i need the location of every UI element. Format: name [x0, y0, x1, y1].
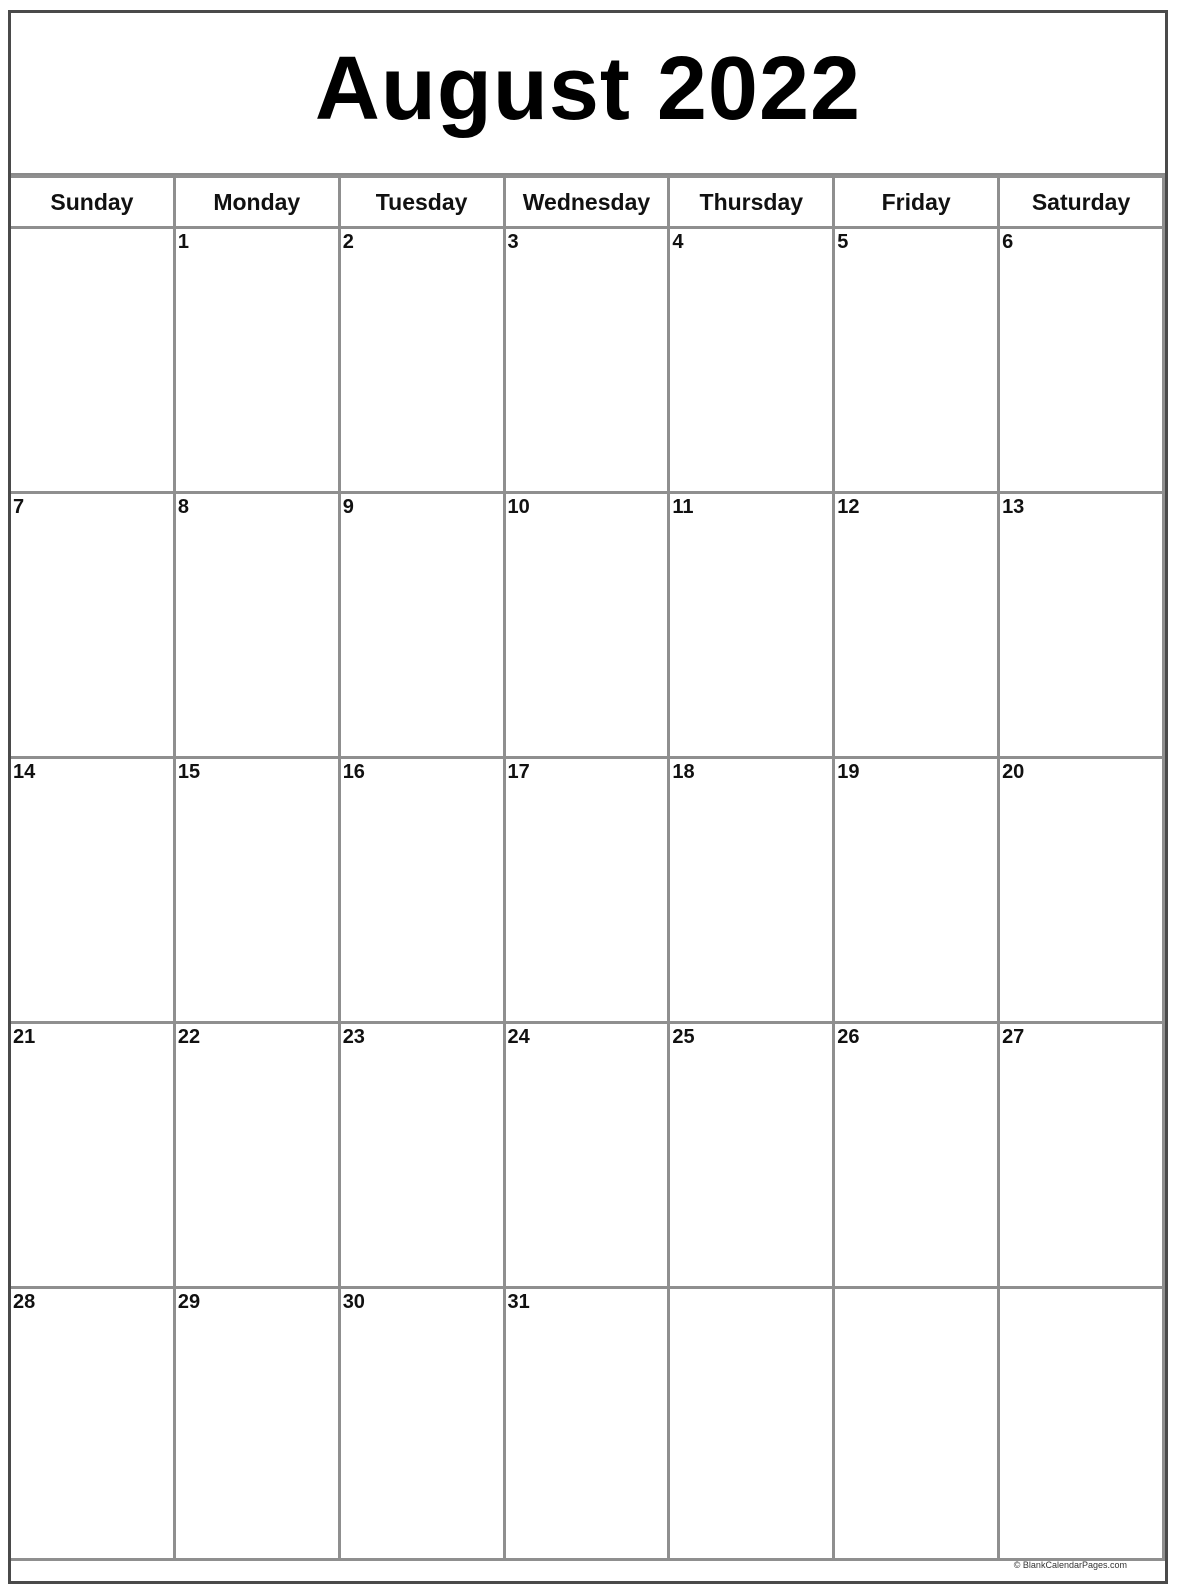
- day-cell: [670, 494, 835, 759]
- day-cell: [835, 1024, 1000, 1289]
- day-number: 19: [837, 761, 860, 783]
- calendar-page: [8, 10, 1168, 1584]
- day-number: 20: [1002, 761, 1025, 783]
- day-cell: [835, 1289, 1000, 1561]
- weekday-header: Saturday: [1000, 175, 1165, 229]
- day-cell: [176, 229, 341, 494]
- week-row: [11, 759, 1165, 1024]
- day-number: 11: [672, 496, 694, 518]
- day-number: [11, 229, 173, 231]
- day-cell: [835, 759, 1000, 1024]
- day-number: [670, 1289, 832, 1291]
- weekday-header: Tuesday: [341, 175, 506, 229]
- day-cell: [506, 229, 671, 494]
- week-row: [11, 1289, 1165, 1561]
- day-number: 18: [672, 761, 695, 783]
- day-number: 3: [507, 231, 519, 253]
- day-number: 24: [507, 1026, 530, 1048]
- day-number: 25: [672, 1026, 695, 1048]
- day-number: 9: [342, 496, 354, 518]
- weekday-header: Wednesday: [506, 175, 671, 229]
- day-cell: [1000, 229, 1165, 494]
- day-cell: [506, 1289, 671, 1561]
- day-cell: [506, 1024, 671, 1289]
- day-cell: [11, 494, 176, 759]
- calendar-title: August 2022: [314, 38, 862, 139]
- day-cell: [11, 759, 176, 1024]
- day-cell: [1000, 1024, 1165, 1289]
- day-cell: [835, 494, 1000, 759]
- day-number: 12: [837, 496, 860, 518]
- day-number: 22: [177, 1026, 201, 1048]
- weekday-header-row: [11, 175, 1165, 229]
- day-number: 28: [13, 1291, 36, 1313]
- day-cell: [341, 229, 506, 494]
- day-cell: [176, 759, 341, 1024]
- day-cell: [670, 229, 835, 494]
- day-number: 8: [177, 496, 189, 518]
- day-number: 29: [177, 1291, 201, 1313]
- day-number: 6: [1002, 231, 1014, 253]
- day-number: 4: [672, 231, 684, 253]
- calendar-grid: [11, 175, 1165, 1561]
- day-cell: [341, 494, 506, 759]
- week-row: [11, 1024, 1165, 1289]
- day-cell: [670, 759, 835, 1024]
- title-band: [11, 13, 1165, 175]
- copyright-watermark: © BlankCalendarPages.com: [1013, 1560, 1127, 1570]
- day-cell: [11, 1289, 176, 1561]
- day-number: 21: [13, 1026, 36, 1048]
- day-number: [835, 1289, 997, 1291]
- day-cell: [341, 1289, 506, 1561]
- weekday-header: Thursday: [670, 175, 835, 229]
- day-cell: [1000, 1289, 1165, 1561]
- day-number: 10: [507, 496, 530, 518]
- day-number: 7: [13, 496, 25, 518]
- weekday-header: Sunday: [11, 175, 176, 229]
- day-number: 16: [342, 761, 365, 783]
- day-number: 31: [507, 1291, 530, 1313]
- day-cell: [506, 759, 671, 1024]
- day-cell: [176, 494, 341, 759]
- day-cell: [1000, 494, 1165, 759]
- weekday-header: Monday: [176, 175, 341, 229]
- day-cell: [11, 1024, 176, 1289]
- day-number: 5: [837, 231, 849, 253]
- day-number: 13: [1002, 496, 1025, 518]
- day-number: 27: [1002, 1026, 1025, 1048]
- week-row: [11, 494, 1165, 759]
- day-number: 17: [507, 761, 530, 783]
- day-cell: [506, 494, 671, 759]
- day-number: [1000, 1289, 1162, 1291]
- week-row: [11, 229, 1165, 494]
- day-number: 14: [13, 761, 36, 783]
- day-number: 2: [342, 231, 354, 253]
- day-cell: [341, 759, 506, 1024]
- day-number: 1: [177, 231, 189, 253]
- day-number: 15: [177, 761, 201, 783]
- day-cell: [176, 1024, 341, 1289]
- day-number: 23: [342, 1026, 365, 1048]
- day-cell: [176, 1289, 341, 1561]
- day-cell: [670, 1024, 835, 1289]
- day-cell: [11, 229, 176, 494]
- day-cell: [341, 1024, 506, 1289]
- weekday-header: Friday: [835, 175, 1000, 229]
- day-cell: [670, 1289, 835, 1561]
- day-number: 26: [837, 1026, 860, 1048]
- day-number: 30: [342, 1291, 365, 1313]
- day-cell: [1000, 759, 1165, 1024]
- day-cell: [835, 229, 1000, 494]
